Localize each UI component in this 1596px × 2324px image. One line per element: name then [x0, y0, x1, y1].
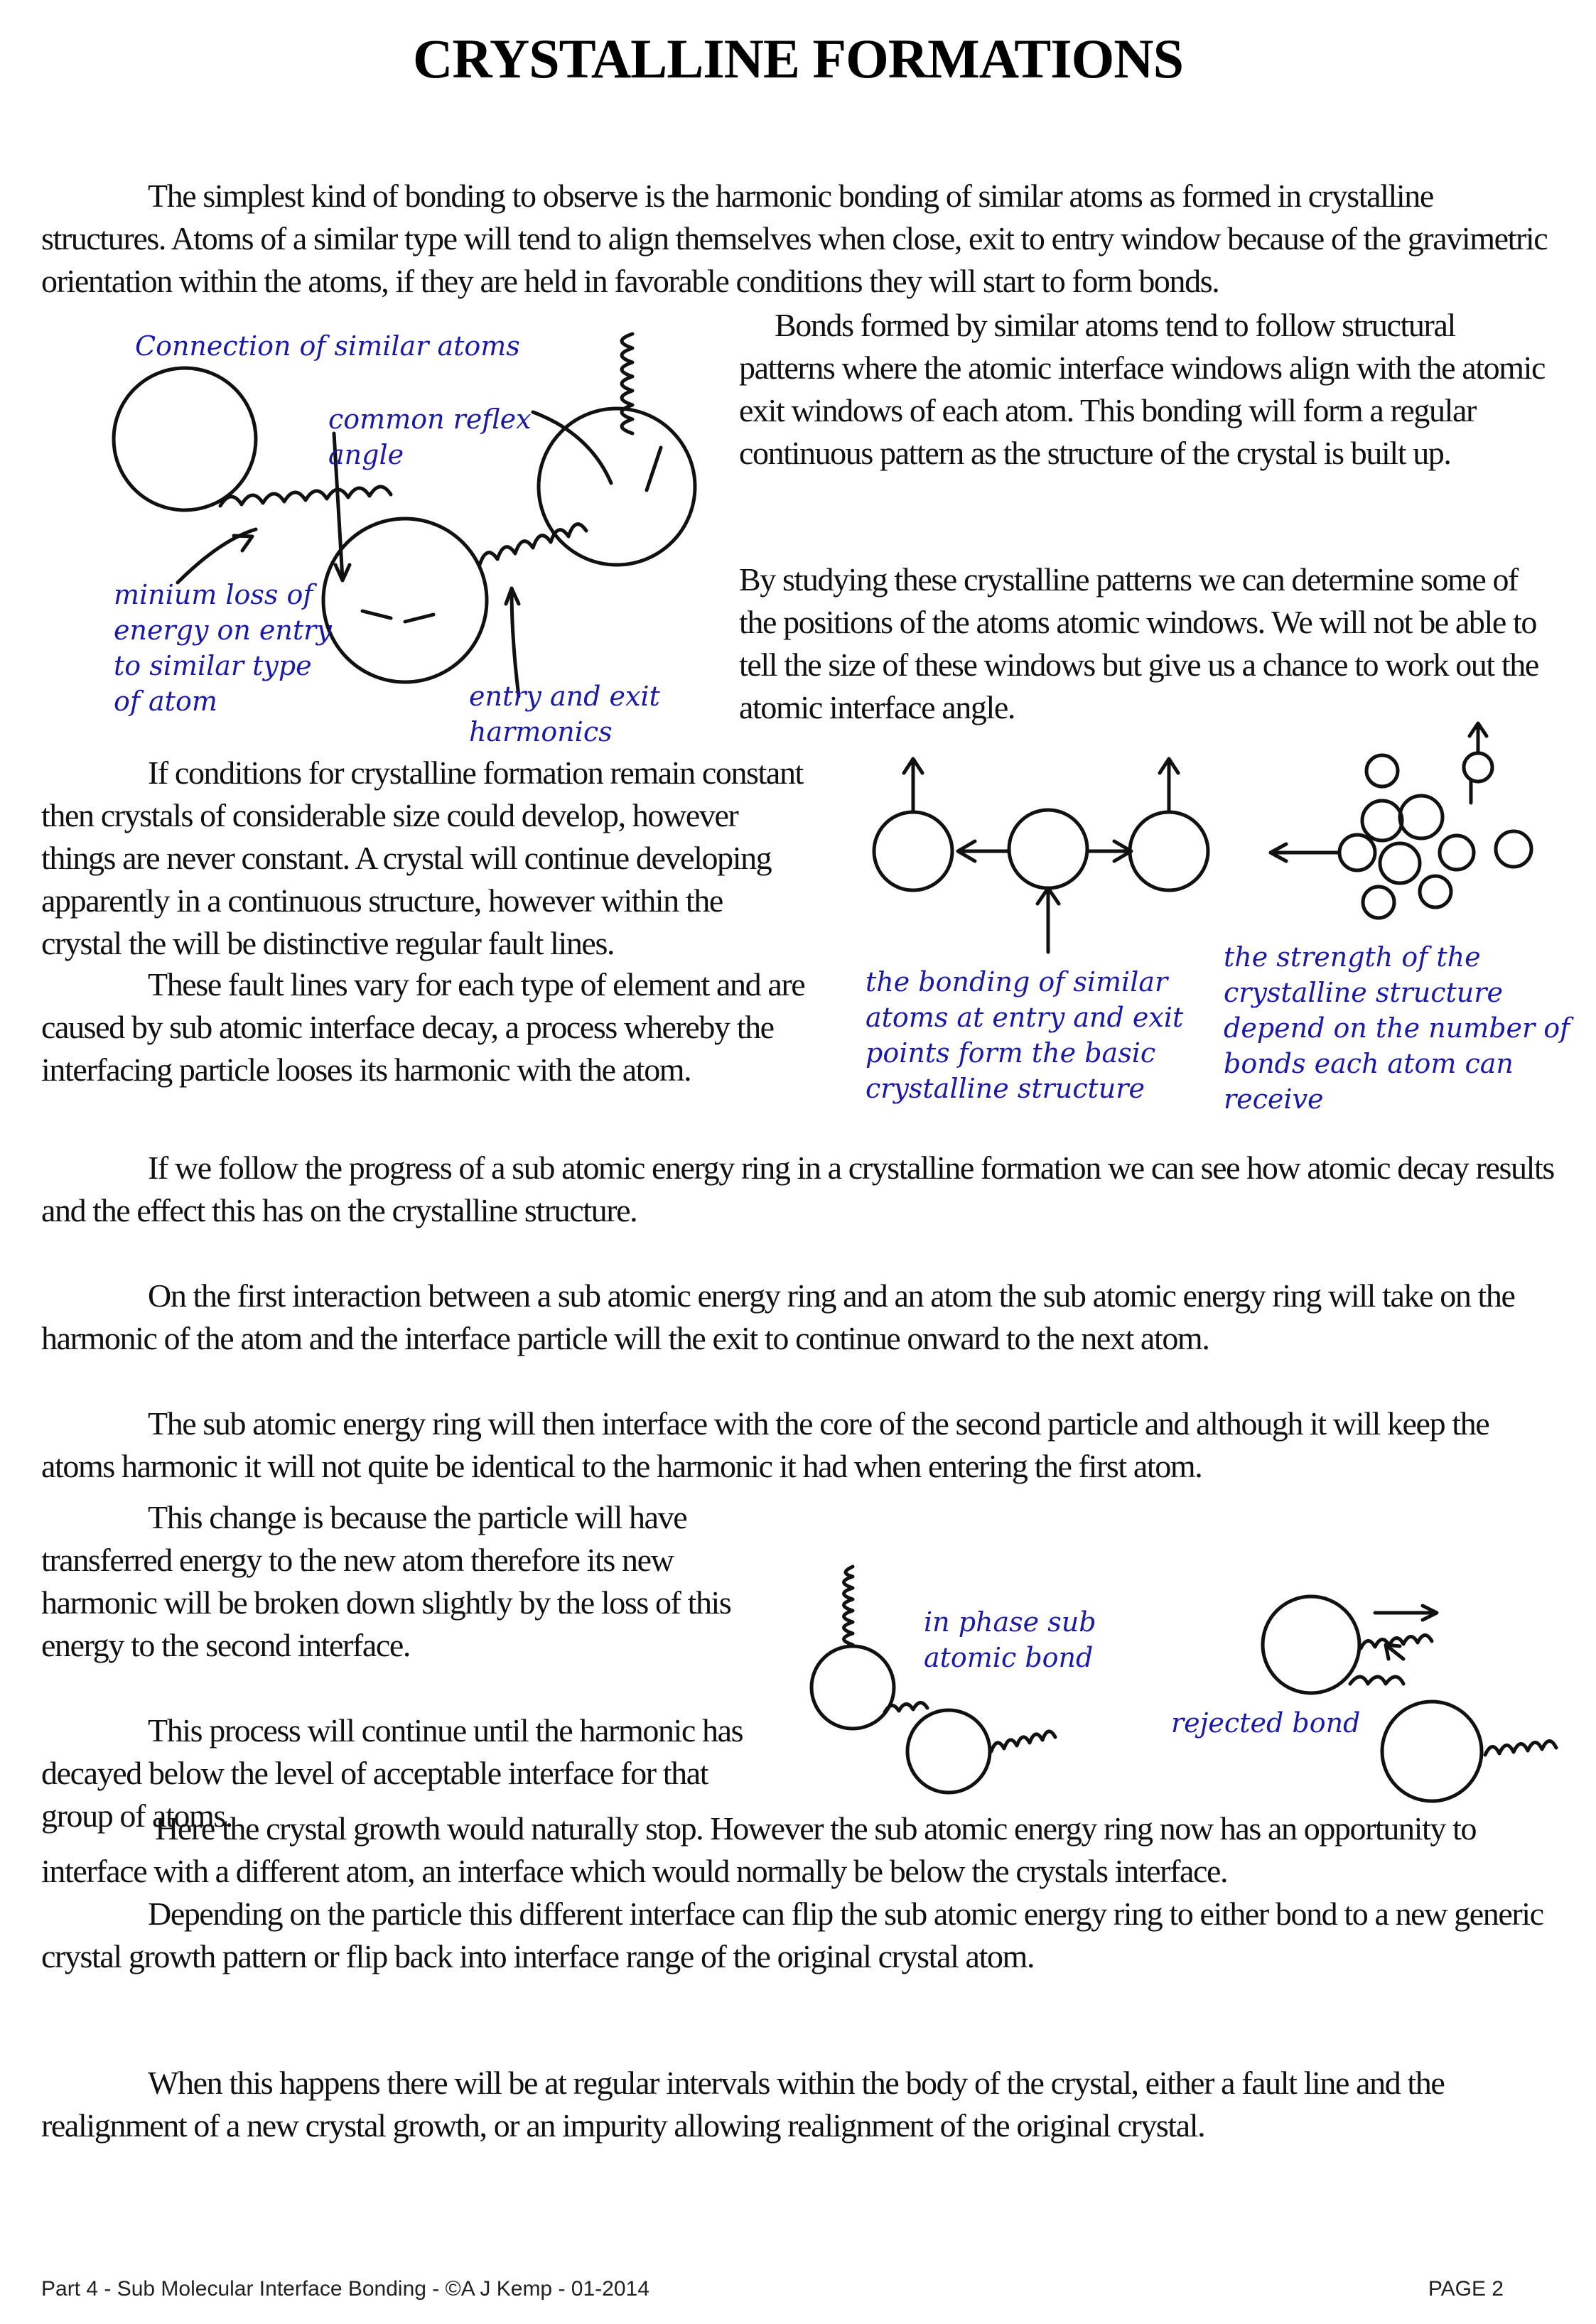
paragraph-7: On the first interaction between a sub atomic energy ring and an atom the sub atomic energy ring will take on the harmonic of the atom and the interface particle will the exit to continue onward to the next atom.	[41, 1277, 1515, 1356]
network-bond-sketch	[1258, 710, 1570, 938]
linear-bond-sketch	[867, 746, 1222, 959]
caption-minium-loss: minium loss of energy on entry to similar type of atom	[114, 579, 332, 717]
paragraph-9: This change is because the particle will have transferred energy to the new atom therefore its new harmonic will be broken down slightly by the loss of this energy to the second interface.	[41, 1499, 731, 1663]
footer-left: Part 4 - Sub Molecular Interface Bonding - ©A J Kemp - 01-2014	[41, 2277, 649, 2301]
paragraph-11: Here the crystal growth would naturally stop. However the sub atomic energy ring now has an opportunity to interface with a different atom, an interface which would normally be below the crystals interface.	[41, 1810, 1477, 1889]
paragraph-10: This process will continue until the harmonic has decayed below the level of acceptable interface for that group of atoms.	[41, 1712, 743, 1834]
paragraph-5: These fault lines vary for each type of element and are caused by sub atomic interface decay, a process whereby the interfacing particle looses its harmonic with the atom.	[41, 966, 805, 1088]
paragraph-2: Bonds formed by similar atoms tend to follow structural patterns where the atomic interface windows align with the atomic exit windows of each atom. This bonding will form a regular continuous pattern as the structure of the crystal is built up.	[739, 307, 1545, 471]
caption-rejected: rejected bond	[1171, 1707, 1361, 1739]
caption-bonding-similar: the bonding of similar atoms at entry and exit points form the basic crystalline structure	[866, 966, 1184, 1104]
paragraph-1: The simplest kind of bonding to observe is the harmonic bonding of similar atoms as formed in crystalline structures. Atoms of a similar type will tend to align themselves when close, exit to entry window because of the gravimetric orientation within the atoms, if they are held in favorable conditions they will start to form bonds.	[41, 178, 1548, 299]
paragraph-4: If conditions for crystalline formation remain constant then crystals of considerable size could develop, however things are never constant. A crystal will continue developing apparently in a continuous structure, however within the crystal the will be distinctive regular fault lines.	[41, 755, 803, 961]
caption-common-reflex-angle: common reflex angle	[328, 404, 532, 470]
caption-connection: Connection of similar atoms	[135, 330, 520, 362]
paragraph-3: By studying these crystalline patterns we can determine some of the positions of the atoms atomic windows. We will not be able to tell the size of these windows but give us a chance to work out the atomic interface angle.	[739, 561, 1538, 725]
page-title: CRYSTALLINE FORMATIONS	[412, 28, 1183, 90]
caption-entry-exit: entry and exit harmonics	[469, 681, 660, 747]
paragraph-8: The sub atomic energy ring will then interface with the core of the second particle and although it will keep the atoms harmonic it will not quite be identical to the harmonic it had when entering the first atom.	[41, 1405, 1489, 1484]
paragraph-13: When this happens there will be at regular intervals within the body of the crystal, either a fault line and the realignment of a new crystal growth, or an impurity allowing realignment of the original crystal.	[41, 2065, 1445, 2144]
paragraph-6: If we follow the progress of a sub atomic energy ring in a crystalline formation we can see how atomic decay results and the effect this has on the crystalline structure.	[41, 1150, 1554, 1228]
caption-in-phase: in phase sub atomic bond	[924, 1606, 1096, 1673]
rejected-bond-sketch	[1244, 1584, 1570, 1819]
footer-page-number: PAGE 2	[1428, 2277, 1504, 2301]
caption-strength: the strength of the crystalline structure depend on the number of bonds each atom can receive	[1224, 941, 1570, 1115]
paragraph-12: Depending on the particle this different interface can flip the sub atomic energy ring to either bond to a new generic crystal growth pattern or flip back into interface range of the original crystal atom.	[41, 1896, 1543, 1974]
in-phase-bond-sketch	[803, 1560, 1101, 1801]
